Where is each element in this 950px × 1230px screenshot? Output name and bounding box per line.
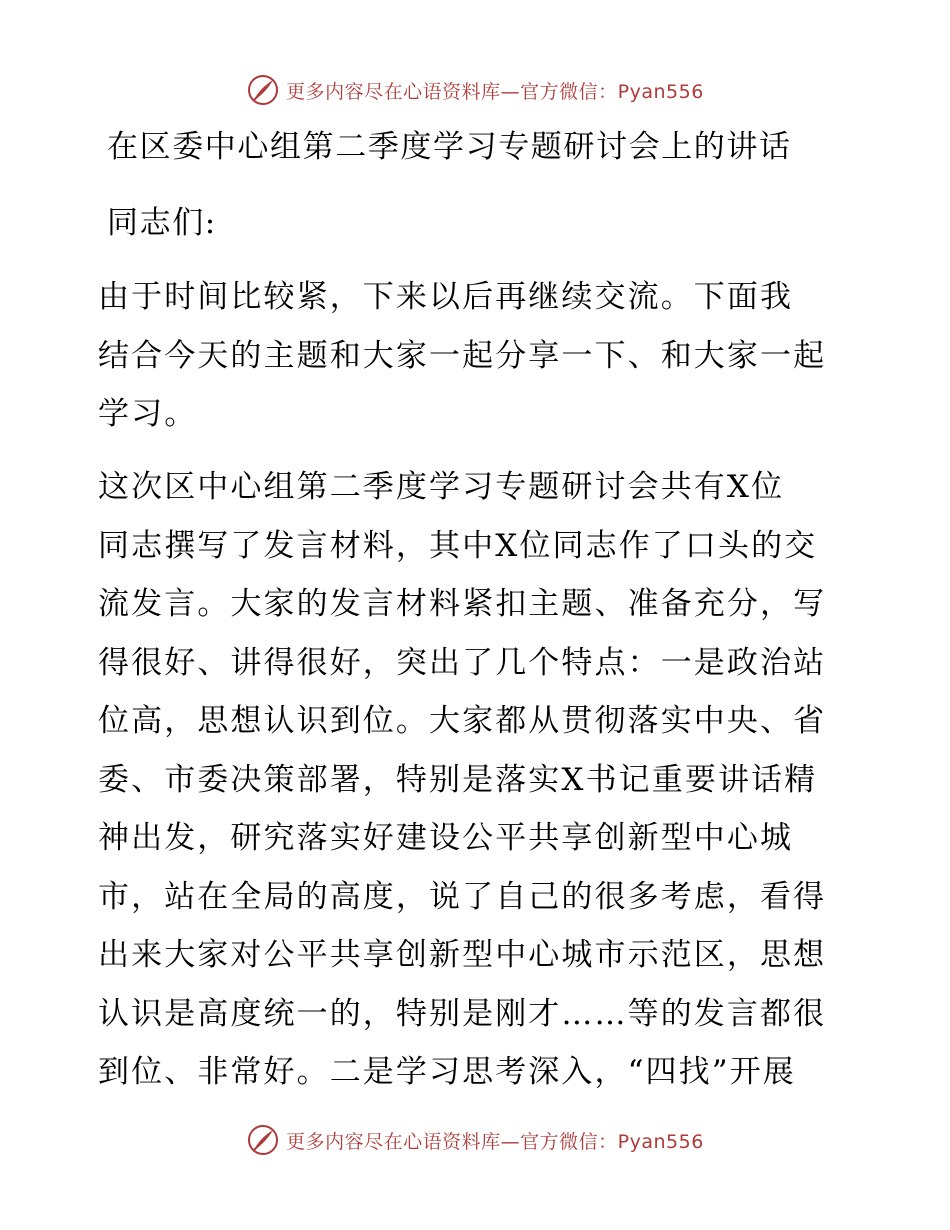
footer-watermark-banner — [0, 1122, 950, 1158]
paragraph-line: 结合今天的主题和大家一起分享一下、和大家一起 — [98, 337, 827, 374]
paragraph-line: 神出发，研究落实好建设公平共享创新型中心城 — [98, 820, 794, 856]
document-title: 在区委中心组第二季度学习专题研讨会上的讲话 — [107, 129, 792, 165]
paragraph-line: 到位、非常好。二是学习思考深入，“四找”开展 — [98, 1054, 796, 1090]
paragraph-2 — [98, 458, 858, 1102]
paragraph-line: 认识是高度统一的，特别是刚才……等的发言都很 — [98, 995, 827, 1032]
paragraph-line: 市，站在全局的高度，说了自己的很多考虑，看得 — [98, 878, 827, 915]
header-watermark-text: 更多内容尽在心语资料库—官方微信：Pyan556 — [286, 80, 704, 103]
paragraph-1 — [98, 268, 858, 444]
paragraph-line: 流发言。大家的发言材料紧扣主题、准备充分，写 — [98, 586, 827, 622]
paragraph-line: 同志撰写了发言材料，其中X位同志作了口头的交 — [98, 527, 818, 564]
paragraph-line: 由于时间比较紧，下来以后再继续交流。下面我 — [98, 279, 794, 315]
paragraph-line: 出来大家对公平共享创新型中心城市示范区，思想 — [98, 937, 827, 973]
footer-watermark-text: 更多内容尽在心语资料库—官方微信：Pyan556 — [286, 1130, 704, 1153]
quill-pen-icon — [246, 1123, 280, 1157]
paragraph-line: 学习。 — [98, 396, 198, 432]
paragraph-line: 这次区中心组第二季度学习专题研讨会共有X位 — [98, 469, 785, 505]
paragraph-line: 位高，思想认识到位。大家都从贯彻落实中央、省 — [98, 703, 827, 739]
paragraph-line: 得很好、讲得很好，突出了几个特点：一是政治站 — [98, 644, 827, 681]
paragraph-line: 委、市委决策部署，特别是落实X书记重要讲话精 — [98, 761, 818, 798]
salutation: 同志们: — [107, 205, 217, 241]
